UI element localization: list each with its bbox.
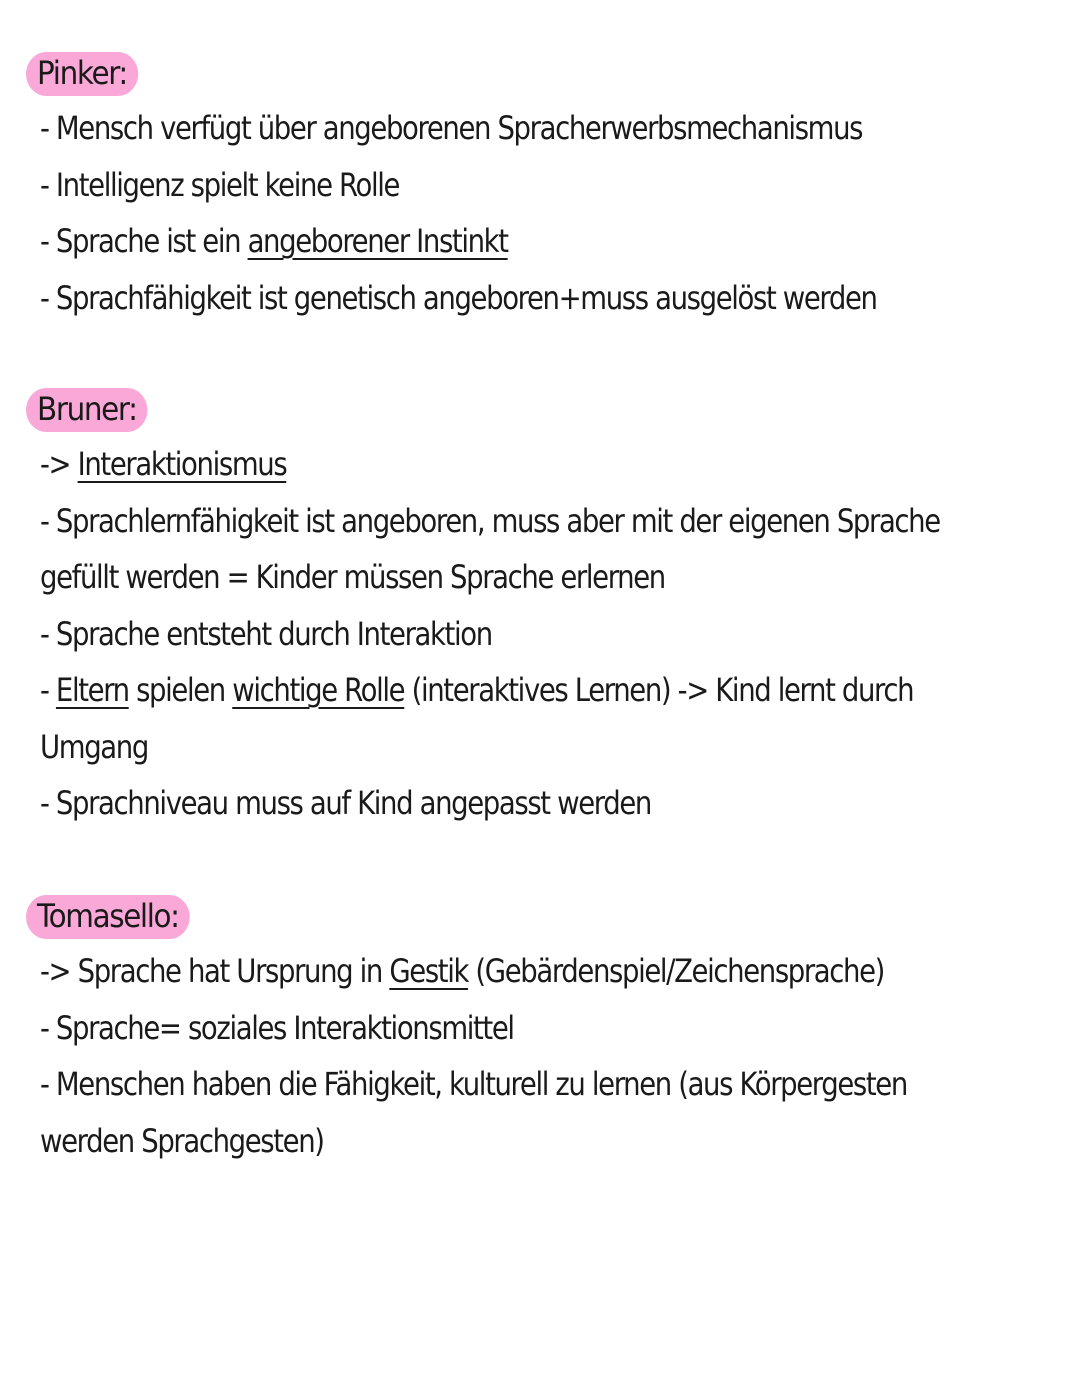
bruner-line-5-dash: - [40, 671, 56, 709]
pinker-line-2: - Intelligenz spielt keine Rolle [40, 165, 400, 204]
bruner-line-1 [40, 436, 900, 493]
bruner-line-5-underlined-2: wichtige Rolle [232, 671, 405, 709]
tomasello-line-1-underlined: Gestik [389, 952, 469, 990]
bruner-line-5-post: (interaktives Lernen) -> Kind lernt durch [404, 671, 914, 709]
tomasello-line-1 [40, 943, 900, 1000]
pinker-line-3-text: - Sprache ist ein [40, 222, 248, 260]
tomasello-line-3: - Menschen haben die Fähigkeit, kulturell zu lernen (aus Körpergesten [40, 1065, 907, 1103]
bruner-line-5-underlined-1: Eltern [55, 671, 129, 709]
bruner-line-1-arrow: -> [40, 445, 78, 483]
bruner-line-5 [40, 662, 914, 719]
bruner-line-4: - Sprache entsteht durch Interaktion [40, 614, 492, 653]
section-pinker [37, 52, 1040, 326]
pinker-line-1: - Mensch verfügt über angeborenen Spracherwerbsmechanismus [40, 109, 863, 147]
heading-bruner: Bruner: [26, 388, 148, 432]
heading-pinker: Pinker: [26, 52, 138, 96]
bruner-line-5-mid: spielen [128, 671, 233, 709]
tomasello-line-1-pre: -> Sprache hat Ursprung in [40, 952, 390, 990]
tomasello-line-4: werden Sprachgesten) [40, 1121, 324, 1160]
bruner-line-3: gefüllt werden = Kinder müssen Sprache erlernen [40, 558, 665, 596]
bruner-line-2: - Sprachlernfähigkeit ist angeboren, muss aber mit der eigenen Sprache [40, 501, 940, 540]
pinker-line-4: - Sprachfähigkeit ist genetisch angeboren+muss ausgelöst werden [40, 278, 877, 317]
tomasello-line-2: - Sprache= soziales Interaktionsmittel [40, 1008, 514, 1047]
pinker-line-3 [40, 213, 900, 270]
section-bruner [37, 388, 1040, 832]
bruner-line-6: Umgang [40, 727, 148, 766]
heading-tomasello: Tomasello: [26, 895, 190, 939]
tomasello-line-1-post: (Gebärdenspiel/Zeichensprache) [468, 952, 885, 990]
bruner-line-7: - Sprachniveau muss auf Kind angepasst werden [40, 784, 651, 822]
bruner-line-1-underlined: Interaktionismus [77, 445, 287, 483]
section-tomasello [37, 895, 1040, 1169]
pinker-line-3-underlined: angeborener Instinkt [247, 222, 508, 260]
